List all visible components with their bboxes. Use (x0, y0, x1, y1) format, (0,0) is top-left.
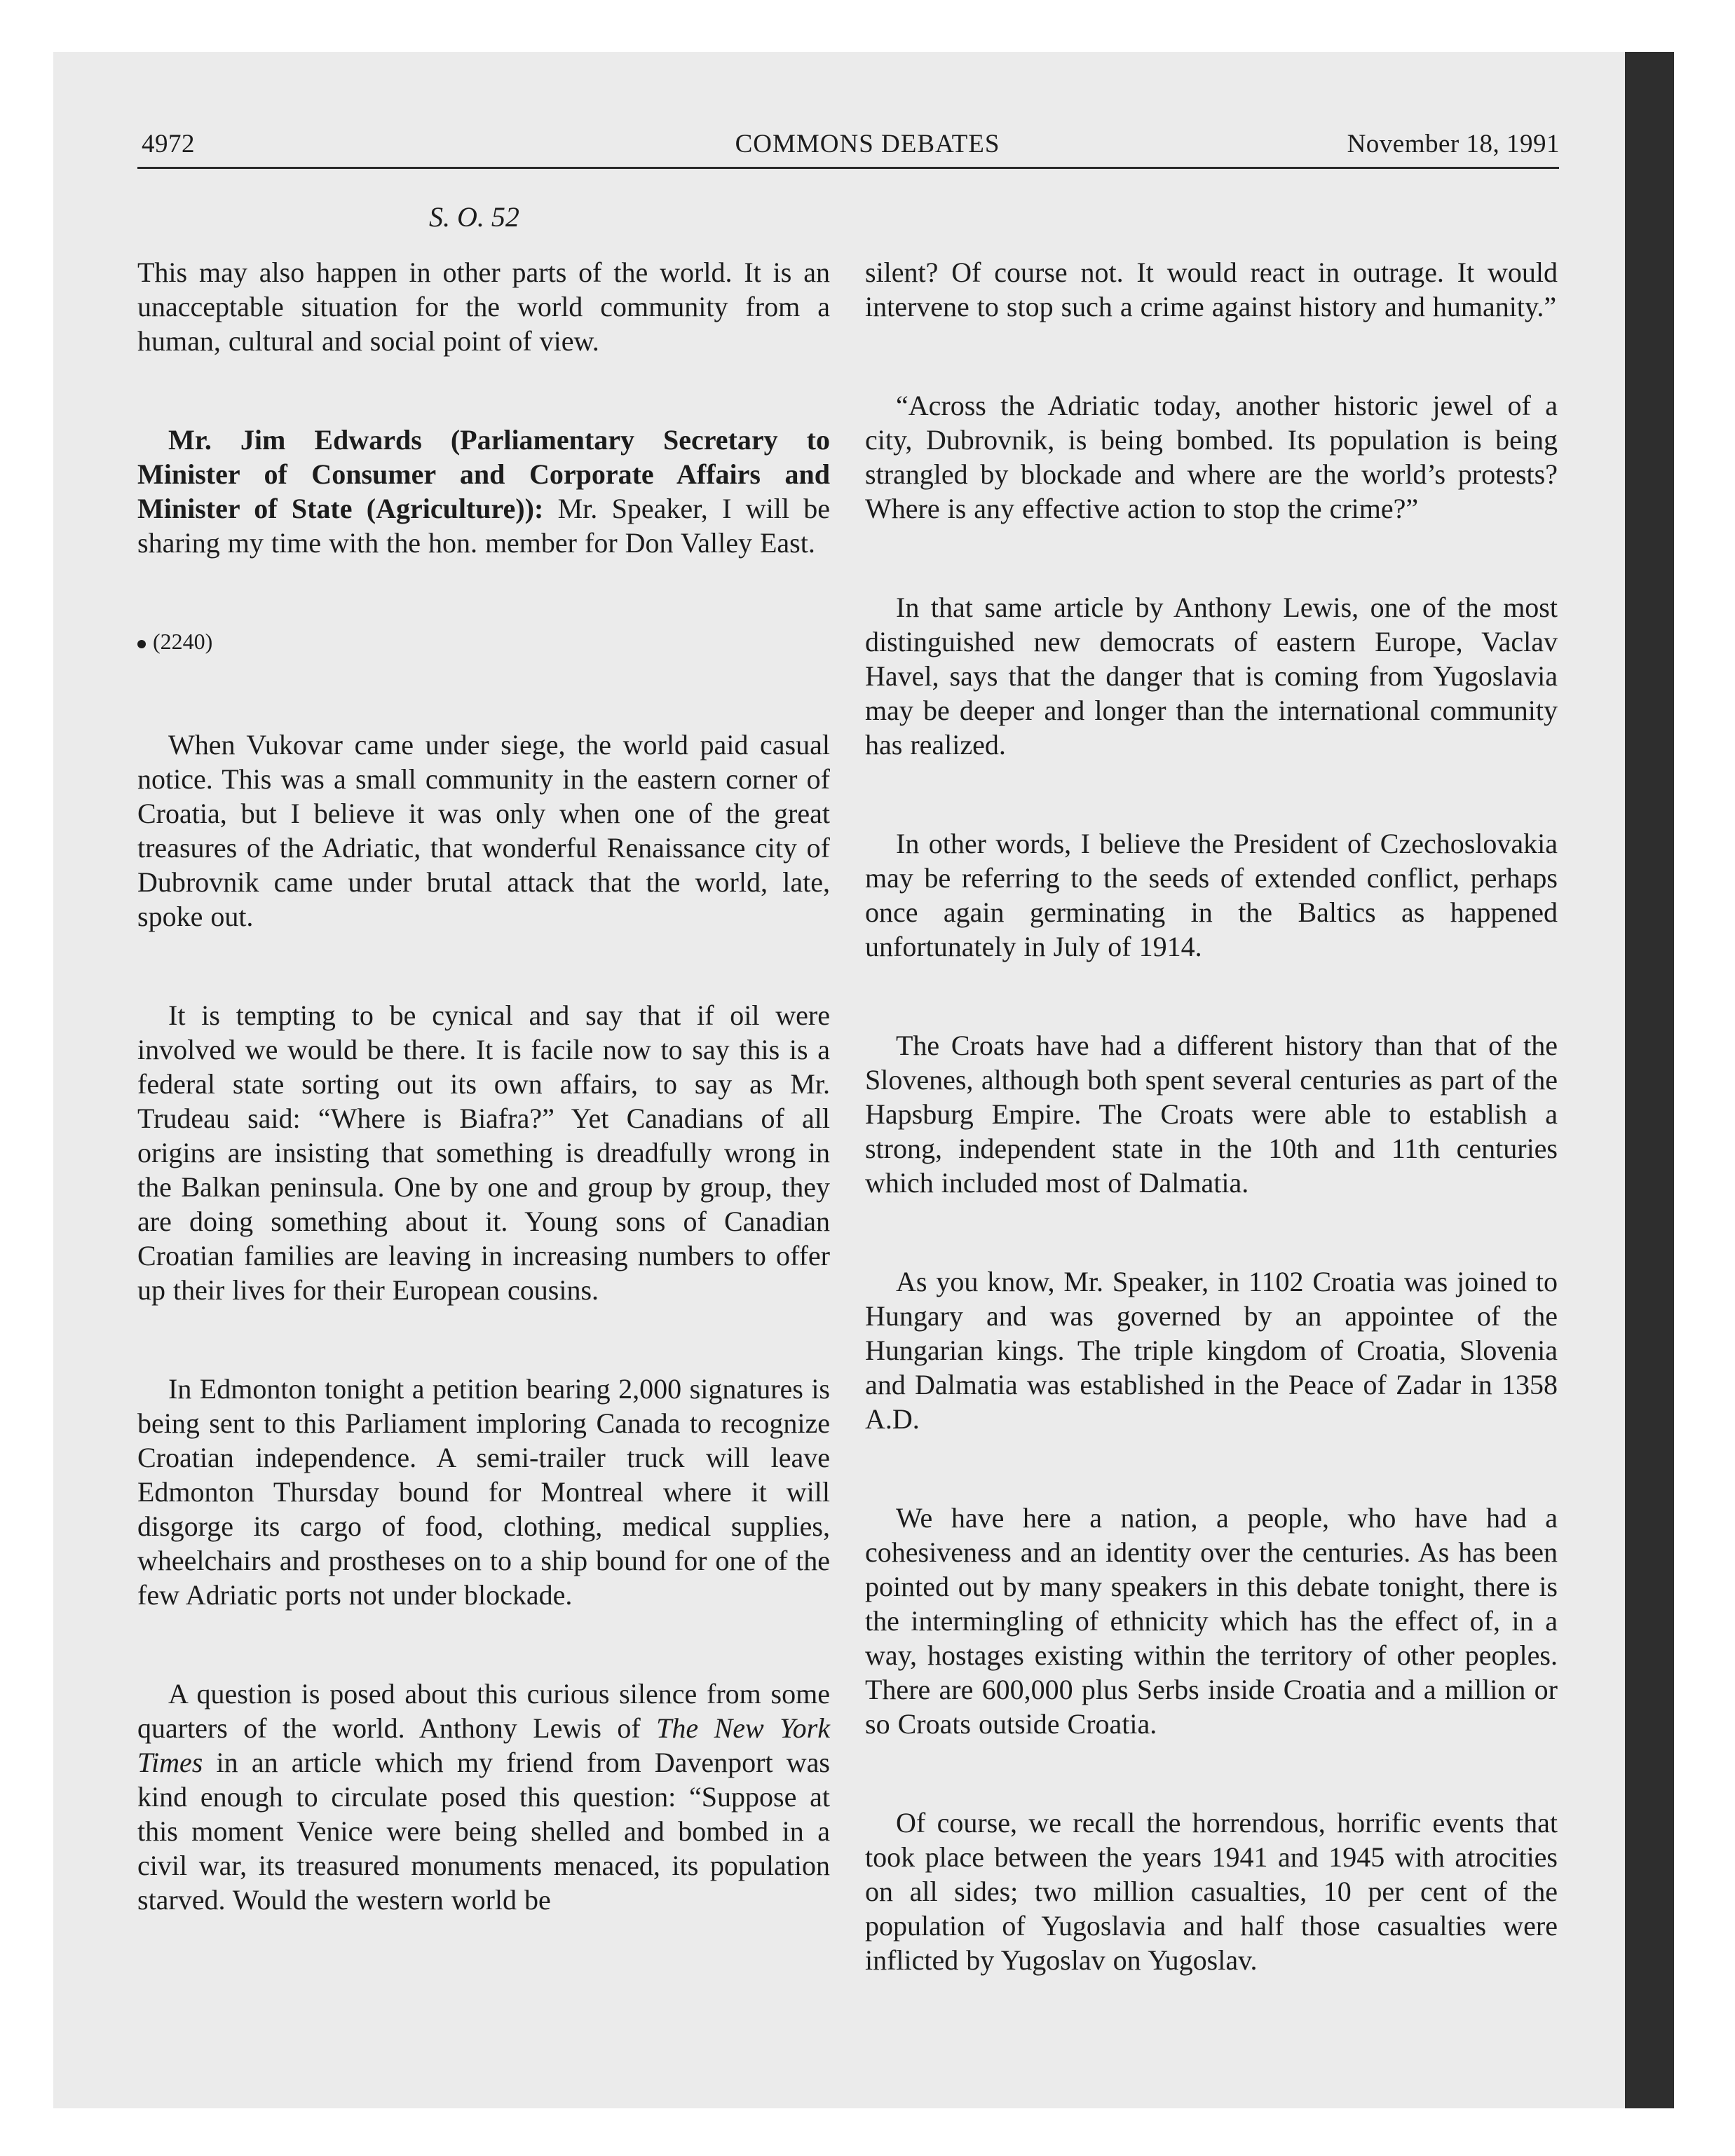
paragraph-text: A question is posed about this curious silence from some quarters of the world. Anthony Lewis of (137, 1678, 830, 1744)
paragraph: “Across the Adriatic today, another historic jewel of a city, Dubrovnik, is being bombed. Its population is being strangled by blockade and where are the world’s protests? Where is any effective action to stop the crime?” (865, 390, 1558, 524)
paragraph: Of course, we recall the horrendous, horrific events that took place between the years 1941 and 1945 with atrocities on all sides; two million casualties, 10 per cent of the population of Yugoslavia and half those casualties were inflicted by Yugoslav on Yugoslav. (865, 1807, 1558, 1976)
paragraph: This may also happen in other parts of the world. It is an unacceptable situation for the world community from a human, cultural and social point of view. (137, 257, 830, 357)
speaker-text: Mr. Speaker, I will be sharing my time with the hon. member for Don Valley East. (137, 493, 831, 559)
section-label: S. O. 52 (429, 201, 519, 233)
publication-title: COMMONS DEBATES (735, 130, 1000, 158)
left-column (137, 255, 830, 1986)
publication-name: The New York Times (137, 1712, 831, 1778)
paragraph: It is tempting to be cynical and say that if oil were involved we would be there. It is facile now to say this is a federal state sorting out its own affairs, to say as Mr. Trudeau said: “Where is Biafra?” Yet Canadians of all origins are insisting that something is dreadfully wrong in the Balkan peninsula. One by one and group by group, they are doing something about it. Young sons of Canadian Croatian families are leaving in increasing numbers to offer up their lives for their European cousins. (137, 999, 830, 1306)
speaker-name: Mr. Jim Edwards (Parliamentary Secretary to Minister of Consumer and Corporate Affairs and Minister of State (Agriculture)): (137, 424, 830, 524)
page-number: 4972 (142, 130, 195, 158)
paragraph: When Vukovar came under siege, the world paid casual notice. This was a small community in the eastern corner of Croatia, but I believe it was only when one of the great treasures of the Adriatic, that wonderful Renaissance city of Dubrovnik came under brutal attack that the world, late, spoke out. (137, 729, 830, 932)
right-column (865, 255, 1558, 2046)
paragraph: The Croats have had a different history than that of the Slovenes, although both spent several centuries as part of the Hapsburg Empire. The Croats were able to establish a strong, independent state in the 10th and 11th centuries which included most of Dalmatia. (865, 1030, 1558, 1199)
paragraph: In Edmonton tonight a petition bearing 2,000 signatures is being sent to this Parliament imploring Canada to recognize Croatian independence. A semi-trailer truck will leave Edmonton Thursday bound for Montreal where it will disgorge its cargo of food, clothing, medical supplies, wheelchairs and prostheses on to a ship bound for one of the few Adriatic ports not under blockade. (137, 1373, 830, 1611)
page-date: November 18, 1991 (1347, 130, 1560, 158)
bullet-icon (137, 640, 146, 648)
paragraph: silent? Of course not. It would react in outrage. It would intervene to stop such a crime against history and humanity.” (865, 257, 1558, 322)
paragraph: In that same article by Anthony Lewis, one of the most distinguished new democrats of eastern Europe, Vaclav Havel, says that the danger that is coming from Yugoslavia may be deeper and longer than the international community has realized. (865, 592, 1558, 760)
paragraph: As you know, Mr. Speaker, in 1102 Croatia was joined to Hungary and was governed by an appointee of the Hungarian kings. The triple kingdom of Croatia, Slovenia and Dalmatia was established in the Peace of Zadar in 1358 A.D. (865, 1266, 1558, 1435)
paragraph: In other words, I believe the President of Czechoslovakia may be referring to the seeds of extended conflict, perhaps once again germinating in the Baltics as happened unfortunately in July of 1914. (865, 828, 1558, 962)
speaker-paragraph (137, 423, 830, 560)
paragraph-text: in an article which my friend from Davenport was kind enough to circulate posed this question: “Suppose at this moment Venice were being shelled and bombed in a civil war, its treasured monuments menaced, its population starved. Would the western world be (137, 1747, 830, 1916)
timestamp-marker (137, 625, 830, 659)
scan-edge-shadow (1625, 52, 1674, 2108)
paragraph: We have here a nation, a people, who have had a cohesiveness and an identity over the centuries. As has been pointed out by many speakers in this debate tonight, there is the intermingling of ethnicity which has the effect of, in a way, hostages existing within the territory of other peoples. There are 600,000 plus Serbs inside Croatia and a million or so Croats outside Croatia. (865, 1502, 1558, 1740)
paragraph (137, 1677, 830, 1917)
timestamp: (2240) (153, 629, 213, 654)
header-rule (137, 167, 1559, 169)
